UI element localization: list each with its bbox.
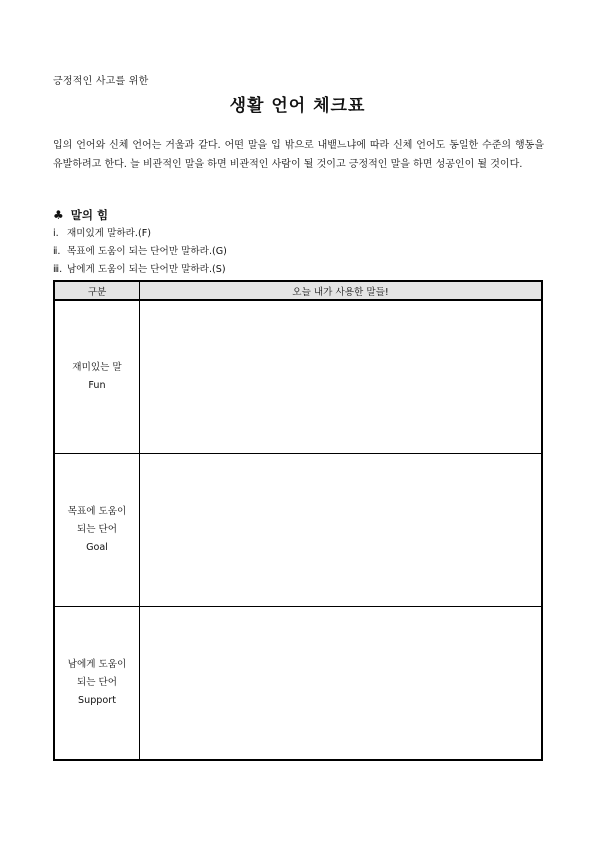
row-label-line: 남에게 도움이 <box>67 659 127 670</box>
rules-list <box>53 225 227 279</box>
table-row <box>54 607 542 761</box>
table-header-row <box>54 281 542 300</box>
list-item-number: ⅱ. <box>53 246 61 257</box>
list-item-number: ⅲ. <box>53 264 63 275</box>
list-item <box>53 243 227 261</box>
list-item-text: 목표에 도움이 되는 단어만 말하라.(G) <box>67 246 227 257</box>
intro-paragraph: 입의 언어와 신체 언어는 거울과 같다. 어떤 말을 입 밖으로 내뱉느냐에 따라 신체 언어도 동일한 수준의 행동을 유발하려고 한다. 늘 비관적인 말을 하면 비관적인 사람이 될 것이고 긍정적인 말을 하면 성공인이 될 것이다. <box>53 140 544 170</box>
row-label-fun <box>54 300 140 454</box>
column-header-category: 구분 <box>54 281 140 300</box>
column-header-words: 오늘 내가 사용한 말들! <box>140 281 543 300</box>
row-label-goal <box>54 454 140 607</box>
row-label-line: 목표에 도움이 <box>67 506 127 517</box>
row-label-line: 되는 단어 <box>76 677 118 688</box>
list-item-number: ⅰ. <box>53 228 59 239</box>
row-label-line: Fun <box>88 380 106 391</box>
page-subtitle: 긍정적인 사고를 위한 <box>53 76 149 87</box>
write-area-support[interactable] <box>140 607 543 761</box>
section-heading-label: 말의 힘 <box>70 208 109 222</box>
section-heading <box>53 207 108 223</box>
row-label-line: 되는 단어 <box>76 524 118 535</box>
page-title: 생활 언어 체크표 <box>229 96 366 116</box>
table-row <box>54 300 542 454</box>
row-label-line: Support <box>78 695 116 706</box>
row-label-line: 재미있는 말 <box>72 362 122 373</box>
table-row <box>54 454 542 607</box>
list-item <box>53 225 227 243</box>
row-label-support <box>54 607 140 761</box>
list-item-text: 재미있게 말하라.(F) <box>67 228 151 239</box>
write-area-goal[interactable] <box>140 454 543 607</box>
checklist-table <box>53 280 543 761</box>
list-item <box>53 261 227 279</box>
list-item-text: 남에게 도움이 되는 단어만 말하라.(S) <box>67 264 226 275</box>
row-label-line: Goal <box>86 542 108 553</box>
club-icon: ♣ <box>53 208 64 222</box>
write-area-fun[interactable] <box>140 300 543 454</box>
